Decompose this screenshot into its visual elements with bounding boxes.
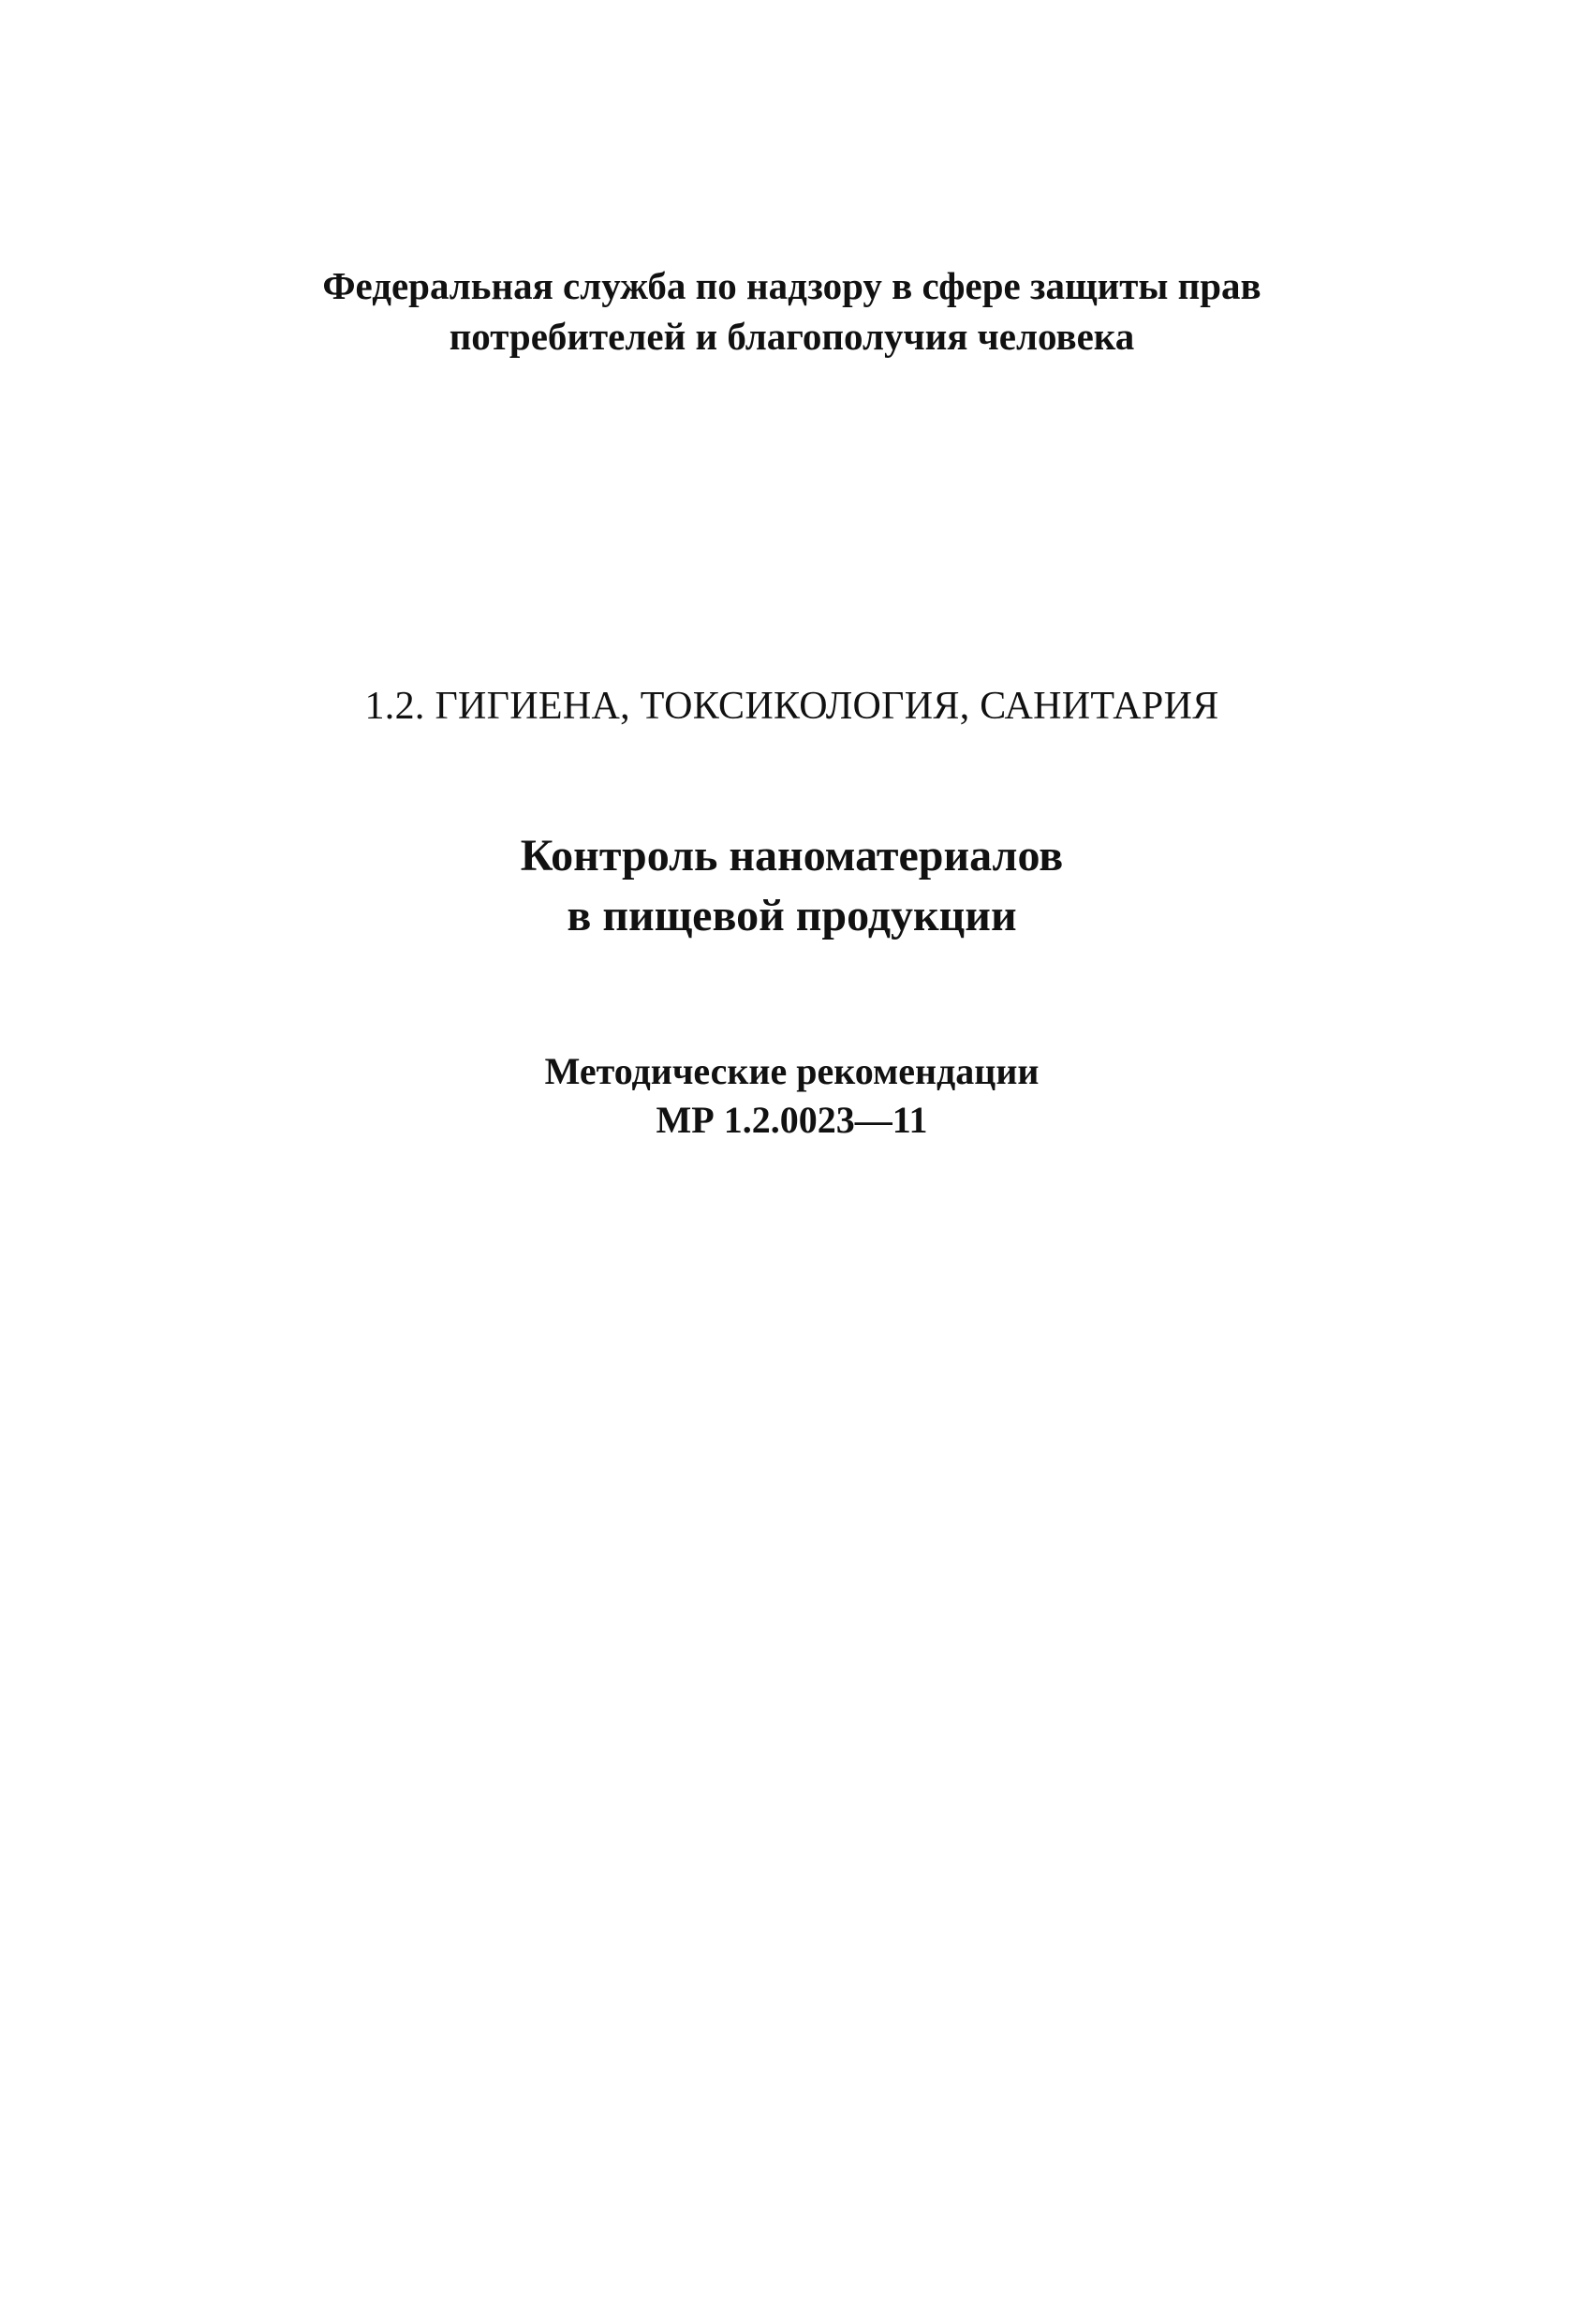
agency-name-line-2: потребителей и благополучия человека: [449, 315, 1135, 358]
section-heading: [0, 681, 1593, 732]
section-heading-text: 1.2. ГИГИЕНА, ТОКСИКОЛОГИЯ, САНИТАРИЯ: [364, 685, 1219, 728]
document-title-line-1: Контроль наноматериалов: [520, 831, 1064, 881]
agency-name-line-1: Федеральная служба по надзору в сфере защиты прав: [322, 264, 1261, 307]
agency-name: [0, 260, 1593, 362]
document-designation: [0, 1047, 1593, 1145]
document-number: МР 1.2.0023—11: [656, 1099, 928, 1141]
document-type: Методические рекомендации: [544, 1050, 1040, 1092]
document-title-line-2: в пищевой продукции: [567, 891, 1017, 940]
document-title: [0, 826, 1593, 946]
